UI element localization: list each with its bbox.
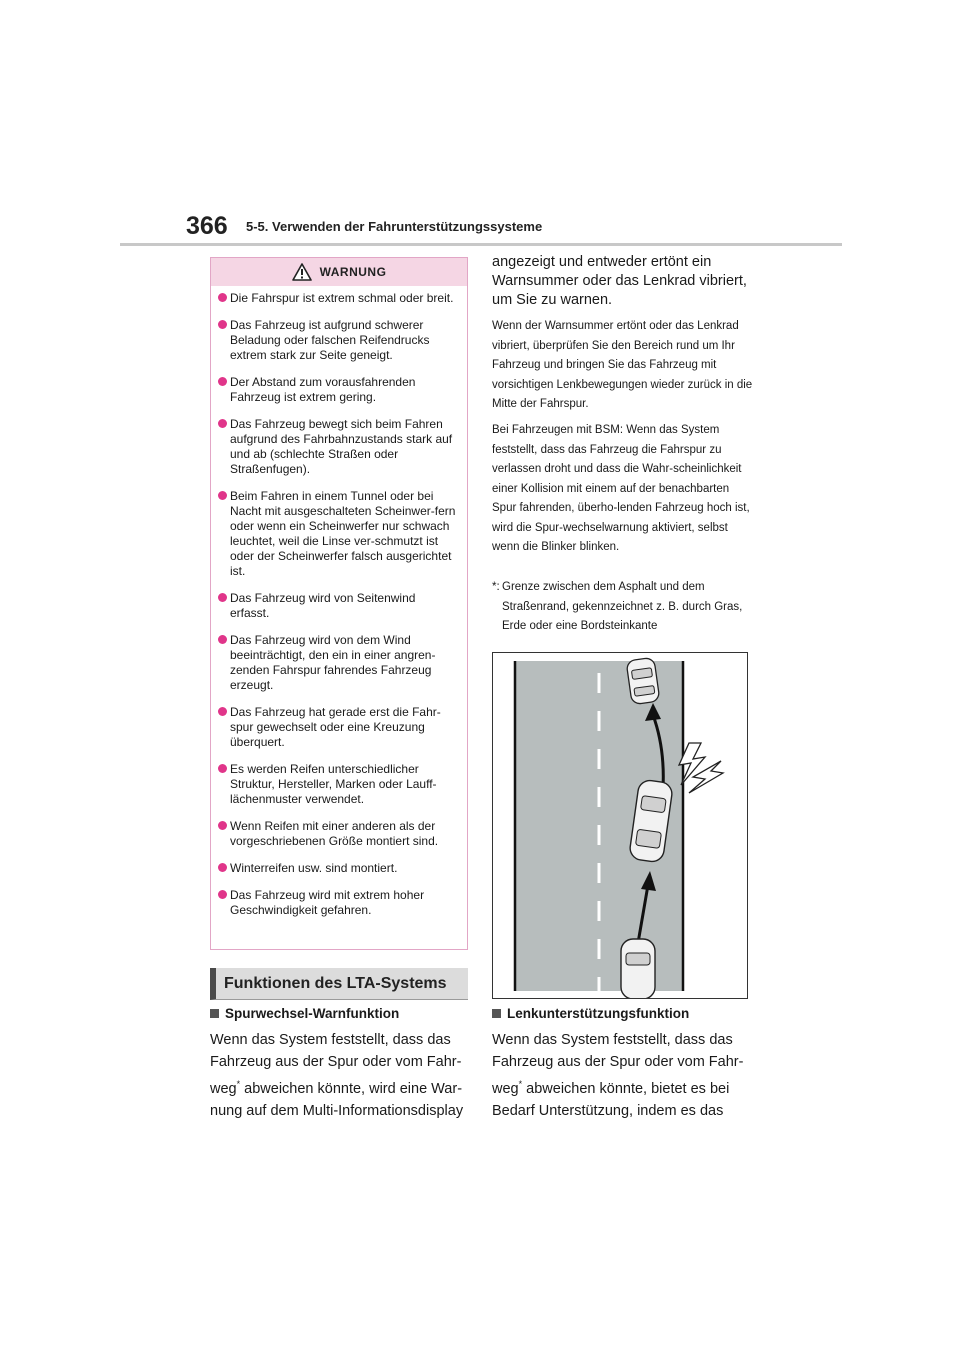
bullet-dot-icon xyxy=(218,377,227,386)
bullet-dot-icon xyxy=(218,320,227,329)
bullet-dot-icon xyxy=(218,491,227,500)
warning-list xyxy=(211,286,467,918)
spurwechsel-title: Spurwechsel-Warnfunktion xyxy=(210,1006,470,1021)
section-heading: Funktionen des LTA-Systems xyxy=(210,968,468,1000)
paragraph-warnsummer: Wenn der Warnsummer ertönt oder das Lenkrad vibriert, überprüfen Sie den Bereich rund um Ihr Fahrzeug und bringen Sie das Fahrzeug mit vorsichtigen Lenkbewegungen wieder zurück in die Mitte der Fahrspur. xyxy=(492,320,753,410)
list-item: Es werden Reifen unterschiedlicher Struktur, Hersteller, Marken oder Lauff-lächenmuster verwendet. xyxy=(218,762,457,807)
footnote xyxy=(492,578,754,637)
warning-label: WARNUNG xyxy=(319,265,387,279)
list-item: Das Fahrzeug wird mit extrem hoher Geschwindigkeit gefahren. xyxy=(218,888,457,918)
section-title: 5-5. Verwenden der Fahrunterstützungssysteme xyxy=(246,219,543,234)
bullet-dot-icon xyxy=(218,293,227,302)
list-item: Wenn Reifen mit einer anderen als der vorgeschriebenen Größe montiert sind. xyxy=(218,819,457,849)
warning-box xyxy=(210,257,468,950)
continued-text: angezeigt und entweder ertönt ein Warnsummer oder das Lenkrad vibriert, um Sie zu warnen. xyxy=(492,254,747,308)
header-rule xyxy=(120,243,842,246)
bullet-dot-icon xyxy=(218,764,227,773)
paragraph-bsm: Bei Fahrzeugen mit BSM: Wenn das System feststellt, dass das Fahrzeug die Fahrspur zu verlassen droht und dass die Wahr-scheinlichkeit einer Kollision mit einem auf der benachbarten Spur fahrenden, überho-lenden Fahrzeug hoch ist, wird die Spur-wechselwarnung aktiviert, selbst wenn die Blinker blinken. xyxy=(492,424,750,553)
list-item: Das Fahrzeug bewegt sich beim Fahren aufgrund des Fahrbahnzustands stark auf und ab (schlechte Straßen oder Straßenfugen). xyxy=(218,417,457,477)
spurwechsel-section xyxy=(210,1006,470,1122)
warning-header xyxy=(211,258,467,286)
footnote-mark: *: xyxy=(492,581,500,593)
page-number: 366 xyxy=(186,212,228,240)
car-bottom-icon xyxy=(621,939,655,998)
bullet-dot-icon xyxy=(218,635,227,644)
lenk-section xyxy=(492,1006,754,1122)
spurwechsel-text: Wenn das System feststellt, dass das Fahrzeug aus der Spur oder vom Fahr-weg* abweichen könnte, wird eine War-nung auf dem Multi-Informationsdisplay xyxy=(210,1032,464,1119)
list-item: Das Fahrzeug wird von Seitenwind erfasst. xyxy=(218,591,457,621)
list-item: Das Fahrzeug wird von dem Wind beeinträchtigt, den ein in einer angren-zenden Fahrspur fahrendes Fahrzeug erzeugt. xyxy=(218,633,457,693)
bullet-dot-icon xyxy=(218,863,227,872)
list-item: Beim Fahren in einem Tunnel oder bei Nacht mit ausgeschalteten Scheinwer-fern oder wenn ein Scheinwerfer nur schwach leuchtet, weil die Linse ver-schmutzt ist oder der Scheinwerfer falsch ausgerichtet ist. xyxy=(218,489,457,579)
list-item: Winterreifen usw. sind montiert. xyxy=(218,861,457,876)
bullet-dot-icon xyxy=(218,593,227,602)
lenk-text: Wenn das System feststellt, dass das Fahrzeug aus der Spur oder vom Fahr-weg* abweichen könnte, bietet es bei Bedarf Unterstützung, indem es das xyxy=(492,1032,744,1119)
bullet-dot-icon xyxy=(218,821,227,830)
square-bullet-icon xyxy=(210,1009,219,1018)
road-diagram xyxy=(493,653,747,998)
lenk-title: Lenkunterstützungsfunktion xyxy=(492,1006,754,1021)
list-item: Das Fahrzeug hat gerade erst die Fahr-spur gewechselt oder eine Kreuzung überquert. xyxy=(218,705,457,750)
list-item: Die Fahrspur ist extrem schmal oder breit. xyxy=(218,291,457,306)
list-item: Der Abstand zum vorausfahrenden Fahrzeug ist extrem gering. xyxy=(218,375,457,405)
square-bullet-icon xyxy=(492,1009,501,1018)
lane-departure-illustration xyxy=(492,652,748,999)
bullet-dot-icon xyxy=(218,890,227,899)
list-item: Das Fahrzeug ist aufgrund schwerer Beladung oder falschen Reifendrucks extrem stark zur Seite geneigt. xyxy=(218,318,457,363)
bullet-dot-icon xyxy=(218,707,227,716)
warning-triangle-icon xyxy=(292,263,312,281)
lightning-icon xyxy=(679,743,723,793)
car-top-icon xyxy=(626,657,660,704)
bullet-dot-icon xyxy=(218,419,227,428)
footnote-text: Grenze zwischen dem Asphalt und dem Straßenrand, gekennzeichnet z. B. durch Gras, Erde oder eine Bordsteinkante xyxy=(502,581,743,632)
